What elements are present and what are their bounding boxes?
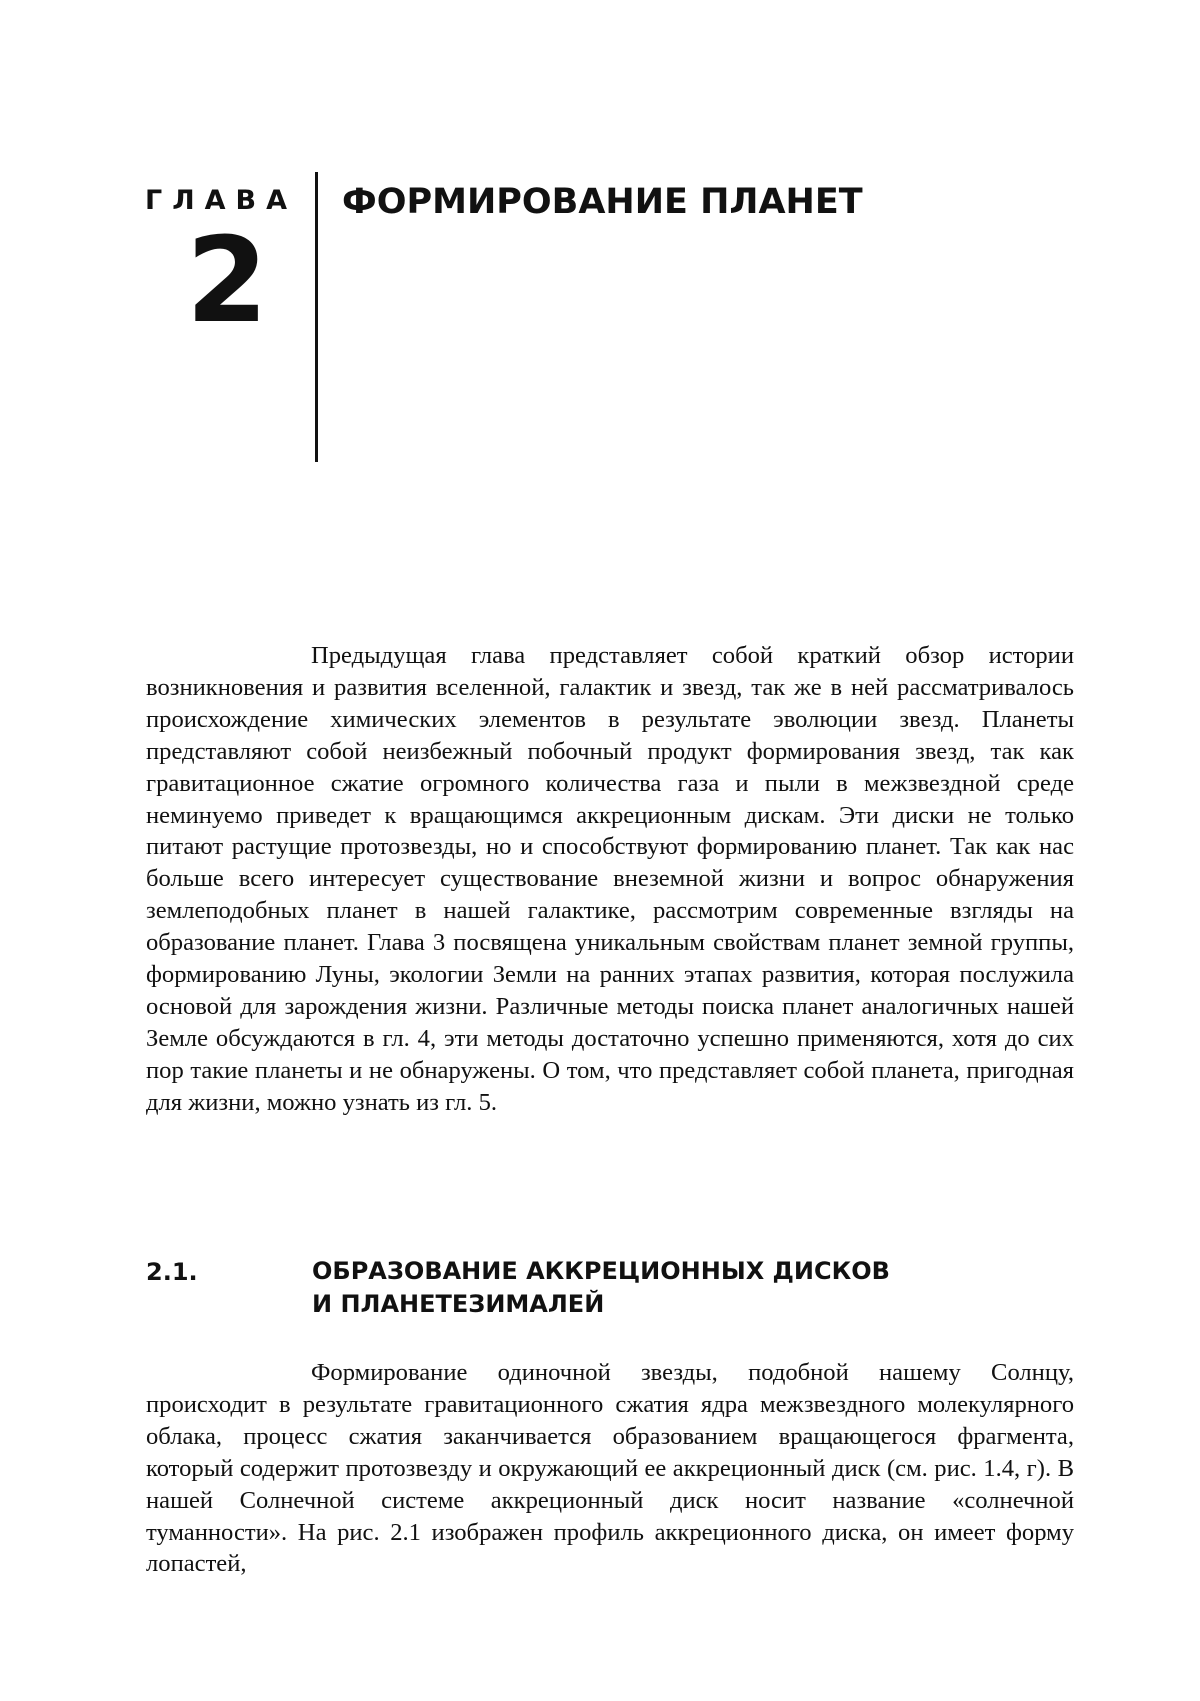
chapter-divider: [315, 172, 318, 462]
chapter-title: ФОРМИРОВАНИЕ ПЛАНЕТ: [342, 182, 863, 222]
intro-paragraph: Предыдущая глава представляет собой краткий обзор истории возникновения и развития вселенной, галактик и звезд, так же в ней рассматривалось происхождение химических элементов в результате эволюции звезд. Планеты представляют собой неизбежный побочный продукт формирования звезд, так как гравитационное сжатие огромного количества газа и пыли в межзвездной среде неминуемо приведет к вращающимся аккреционным дискам. Эти диски не только питают растущие протозвезды, но и способствуют формированию планет. Так как нас больше всего интересует существование внеземной жизни и вопрос обнаружения землеподобных планет в нашей галактике, рассмотрим современные взгляды на образование планет. Глава 3 посвящена уникальным свойствам планет земной группы, формированию Луны, экологии Земли на ранних этапах развития, которая послужила основой для зарождения жизни. Различные методы поиска планет аналогичных нашей Земле обсуждаются в гл. 4, эти методы достаточно успешно применяются, хотя до сих пор такие планеты и не обнаружены. О том, что представляет собой планета, пригодная для жизни, можно узнать из гл. 5.: [146, 642, 1074, 1116]
section-title-line-1: ОБРАЗОВАНИЕ АККРЕЦИОННЫХ ДИСКОВ: [312, 1257, 890, 1285]
chapter-number: 2: [186, 211, 269, 349]
section-paragraph: Формирование одиночной звезды, подобной нашему Солнцу, происходит в результате гравитационного сжатия ядра межзвездного молекулярного облака, процесс сжатия заканчивается образованием вращающегося фрагмента, который содержит протозвезду и окружающий ее аккреционный диск (см. рис. 1.4, г). В нашей Солнечной системе аккреционный диск носит название «солнечной туманности». На рис. 2.1 изображен профиль аккреционного диска, он имеет форму лопастей,: [146, 1359, 1074, 1578]
chapter-label: ГЛАВА: [145, 185, 298, 216]
section-title: [312, 1255, 890, 1321]
section-title-line-2: И ПЛАНЕТЕЗИМАЛЕЙ: [312, 1290, 605, 1318]
section-number: 2.1.: [146, 1258, 198, 1286]
